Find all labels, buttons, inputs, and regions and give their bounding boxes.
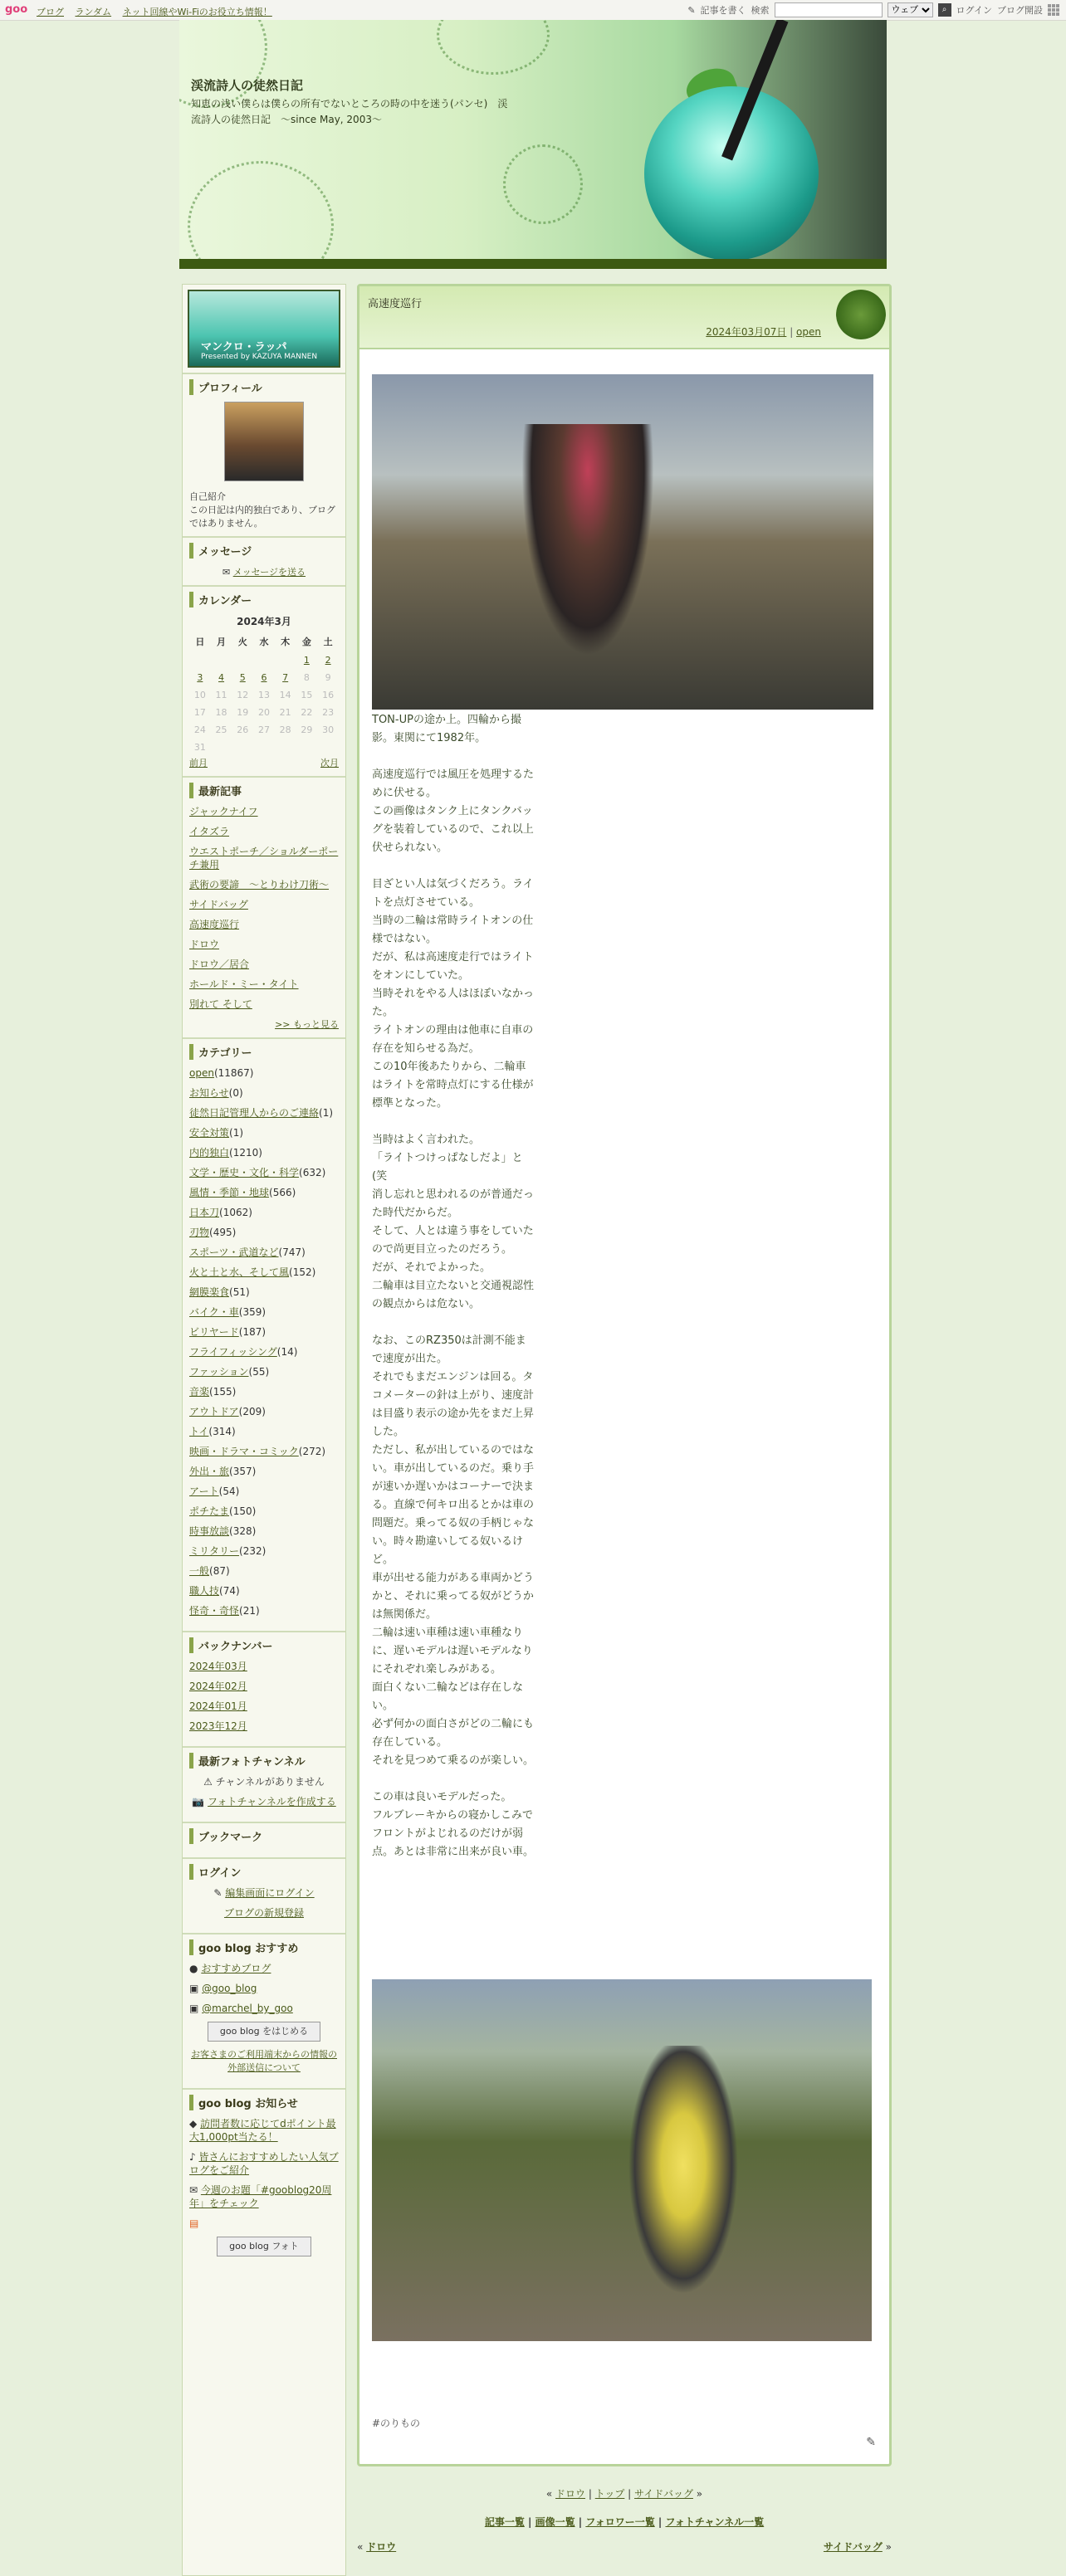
backnumber-link[interactable]: 2023年12月 xyxy=(189,1720,247,1732)
calendar-day: 29 xyxy=(301,724,313,735)
search-icon[interactable]: ⌕ xyxy=(938,3,951,17)
category-count: (232) xyxy=(239,1545,266,1557)
banner-text: マンクロ・ラッパ xyxy=(201,341,287,354)
leaf-ornament-icon xyxy=(836,290,886,339)
category-link[interactable]: アウトドア xyxy=(189,1406,239,1417)
profile-heading: プロフィール xyxy=(189,379,339,395)
category-count: (87) xyxy=(209,1565,230,1577)
blog-header xyxy=(179,20,887,259)
article-list-link[interactable]: 記事一覧 xyxy=(484,2516,525,2528)
lace-ornament-icon xyxy=(188,161,334,259)
post-date-link[interactable]: 2024年03月07日 xyxy=(706,326,787,338)
news-section xyxy=(183,2088,345,2270)
recent-more-link[interactable]: >> もっと見る xyxy=(275,1019,339,1030)
category-count: (1) xyxy=(319,1107,334,1119)
backnumber-link[interactable]: 2024年02月 xyxy=(189,1681,247,1692)
recent-item[interactable]: ドロウ／居合 xyxy=(189,959,250,970)
twitter-icon: ▣ xyxy=(189,1983,199,1994)
news-heading: goo blog お知らせ xyxy=(189,2095,339,2110)
category-count: (314) xyxy=(208,1426,236,1437)
top-links xyxy=(37,5,281,18)
category-count: (495) xyxy=(209,1227,237,1238)
post-hashtag[interactable]: #のりもの xyxy=(372,2417,421,2429)
category-count: (55) xyxy=(248,1366,270,1378)
profile-intro: この日記は内的独白であり、ブログではありません。 xyxy=(189,505,335,529)
profile-avatar xyxy=(224,402,304,481)
weekday-label: 火 xyxy=(237,637,247,647)
category-section xyxy=(183,1037,345,1631)
top-bar xyxy=(0,0,1066,21)
category-count: (359) xyxy=(238,1306,266,1318)
mail-icon: ✉ xyxy=(189,2184,198,2196)
calendar-day[interactable]: 5 xyxy=(239,672,246,683)
calendar-day: 25 xyxy=(215,724,227,735)
category-link[interactable]: 徒然日記管理人からのご連絡 xyxy=(189,1107,320,1119)
twitter-marchel-link[interactable]: @marchel_by_goo xyxy=(202,2003,293,2014)
lace-ornament-icon xyxy=(437,20,550,75)
category-link[interactable]: 日本刀 xyxy=(189,1207,220,1218)
category-link[interactable]: 内的独白 xyxy=(189,1147,230,1159)
calendar-day: 20 xyxy=(257,707,270,718)
news-link[interactable]: 訪問者数に応じてdポイント最大1,000pt当たる！ xyxy=(189,2118,336,2143)
calendar-day: 27 xyxy=(257,724,270,735)
category-count: (51) xyxy=(229,1286,250,1298)
category-link[interactable]: バイク・車 xyxy=(189,1306,239,1318)
open-blog-link[interactable]: ブログ開設 xyxy=(997,5,1043,16)
rss-icon[interactable]: ▤ xyxy=(189,2217,199,2229)
calendar-day: 9 xyxy=(325,672,331,683)
backnumber-link[interactable]: 2024年01月 xyxy=(189,1700,247,1712)
create-channel-link[interactable]: フォトチャンネルを作成する xyxy=(208,1796,336,1808)
category-link[interactable]: 音楽 xyxy=(189,1386,210,1398)
calendar-day[interactable]: 4 xyxy=(218,672,225,683)
category-link[interactable]: 火と土と水、そして風 xyxy=(189,1266,290,1278)
login-link[interactable]: ログイン xyxy=(956,5,992,16)
calendar-day: 13 xyxy=(257,690,270,700)
post-photo-motorcycle[interactable] xyxy=(372,374,873,710)
register-blog-link[interactable]: ブログの新規登録 xyxy=(223,1907,304,1919)
prev-next-row: « ドロウ サイドバッグ » xyxy=(357,2541,892,2553)
photo-channel-section xyxy=(183,1746,345,1822)
recommend-heading: goo blog おすすめ xyxy=(189,1939,339,1955)
blog-description: 知恵の浅い僕らは僕らの所有でないところの時の中を迷う(パンセ) 渓流詩人の徒然日記 ～since May, 2003～ xyxy=(191,98,508,125)
calendar-month: 2024年3月 xyxy=(237,616,291,627)
category-count: (357) xyxy=(229,1466,257,1477)
rider-figure xyxy=(521,424,654,656)
recent-item[interactable]: 高速度巡行 xyxy=(189,919,240,930)
category-link[interactable]: 職人技 xyxy=(189,1585,220,1597)
recent-item[interactable]: ジャックナイフ xyxy=(189,806,258,817)
category-link[interactable]: 網膜楽食 xyxy=(189,1286,230,1298)
pencil-icon: ✎ xyxy=(687,4,696,16)
header-bar xyxy=(179,259,887,269)
category-link[interactable]: open xyxy=(189,1067,214,1079)
calendar-day: 8 xyxy=(303,672,310,683)
goo-logo[interactable]: goo xyxy=(5,3,28,16)
recent-item[interactable]: ドロウ xyxy=(189,939,220,950)
blog-title[interactable]: 渓流詩人の徒然日記 xyxy=(191,78,304,93)
post-meta: 2024年03月07日 | open xyxy=(706,326,821,338)
category-link[interactable]: 風情・季節・地球 xyxy=(189,1187,270,1198)
profile-intro-label: 自己紹介 xyxy=(189,491,226,502)
post-body: TON-UPの途か上。四輪から撮影。東関にて1982年。 高速度巡行では風圧を処理するために伏せる。 この画像はタンク上にタンクバッグを装着しているので、これ以上伏せられない。 目ざとい人は気づくだろう。ライトを点灯させている。 当時の二輪は常時ライトオンの仕様ではない。 だが、私は高速度走行ではライトをオンにしていた。 当時それをやる人はほぼいなかった。 ライトオンの理由は他車に自車の存在を知らせる為だ。 この10年後あたりから、二輪車はライトを常時点灯にする仕様が標準となった。 当時はよく言われた。 「ライトつけっぱなしだよ」と(笑 消し忘れと思われるのが普通だった時代だからだ。 そして、人とは違う事をしていたので尚更目立ったのだろう。 だが、それでよかった。 二輪車は目立たないと交通視認性の観点からは危ない。 なお、このRZ350は計測不能まで速度が出た。 それでもまだエンジンは回る。タコメーターの針は上がり、速度計は目盛り表示の途か先をまだ上昇した。 ただし、私が出しているのではない。車が出しているのだ。乗り手が速いか遅いかはコーナーで決まる。直線で何キロ出るとかは車の問題だ。乗ってる奴の手柄じゃない。時々勘違いしてる奴いるけど。 車が出せる能力がある車両かどうかと、それに乗ってる奴がどうかは無関係だ。 二輪は速い車種は速い車種なりに、遅いモデルは遅いモデルなりにそれぞれ楽しみがある。 面白くない二輪などは存在しない。 必ず何かの面白さがどの二輪にも存在している。 それを見つめて乗るのが楽しい。 この車は良いモデルだった。 フルブレーキからの寝かしこみでフロントがよじれるのだけが弱点。あとは非常に出来が良い車。 xyxy=(372,714,535,1858)
pager-top-link[interactable]: トップ xyxy=(594,2488,625,2500)
category-count: (632) xyxy=(299,1167,326,1178)
calendar-day: 14 xyxy=(279,690,291,700)
category-count: (14) xyxy=(276,1346,298,1358)
follower-list-link[interactable]: フォロワー一覧 xyxy=(585,2516,655,2528)
twitter-icon: ▣ xyxy=(189,2003,199,2014)
category-link[interactable]: 文学・歴史・文化・科学 xyxy=(189,1167,300,1178)
category-count: (747) xyxy=(278,1247,306,1258)
category-link[interactable]: ビリヤード xyxy=(189,1326,239,1338)
calendar-section xyxy=(183,585,345,776)
data-notice-link[interactable]: お客さまのご利用端末からの情報の外部送信について xyxy=(191,2049,337,2073)
login-heading: ログイン xyxy=(189,1864,339,1880)
bookmark-section xyxy=(183,1822,345,1857)
goo-photo-button[interactable]: goo blog フォト xyxy=(217,2237,311,2256)
post-title: 高速度巡行 xyxy=(368,298,423,310)
category-count: (328) xyxy=(229,1525,257,1537)
search-label: 検索 xyxy=(751,5,770,16)
start-blog-button[interactable]: goo blog をはじめる xyxy=(208,2022,320,2042)
category-count: (21) xyxy=(239,1605,260,1617)
category-link[interactable]: 一般 xyxy=(189,1565,210,1577)
post-photo-portrait[interactable] xyxy=(372,1979,872,2341)
category-link[interactable]: ファッション xyxy=(189,1366,249,1378)
category-link[interactable]: アート xyxy=(189,1486,219,1497)
calendar-day: 12 xyxy=(237,690,249,700)
news-link[interactable]: 今週のお題「#gooblog20周年」をチェック xyxy=(189,2184,332,2209)
category-heading: カテゴリー xyxy=(189,1044,339,1060)
category-count: (566) xyxy=(269,1187,296,1198)
calendar-day xyxy=(253,651,275,669)
calendar-day: 10 xyxy=(193,690,206,700)
calendar-day xyxy=(232,651,253,669)
search-scope-select[interactable] xyxy=(888,2,933,17)
top-link-random[interactable]: ランダム xyxy=(75,7,112,17)
list-links: 記事一覧 | 画像一覧 | フォロワー一覧 | フォトチャンネル一覧 xyxy=(484,2516,765,2528)
calendar-day xyxy=(189,651,211,669)
pager-prev-link[interactable]: ドロウ xyxy=(555,2488,586,2500)
category-link[interactable]: フライフィッシング xyxy=(189,1346,277,1358)
category-count: (1062) xyxy=(219,1207,252,1218)
news-link[interactable]: 皆さんにおすすめしたい人気ブログをご紹介 xyxy=(189,2151,339,2176)
recent-section xyxy=(183,776,345,1037)
category-count: (1210) xyxy=(229,1147,262,1159)
category-link[interactable]: 映画・ドラマ・コミック xyxy=(189,1446,299,1457)
category-link[interactable]: 怪奇・奇怪 xyxy=(189,1605,240,1617)
calendar-day[interactable]: 7 xyxy=(282,672,289,683)
recent-item[interactable]: ウエストポーチ／ショルダーポーチ兼用 xyxy=(189,846,339,871)
category-count: (1) xyxy=(229,1127,244,1139)
top-link-blog[interactable]: ブログ xyxy=(37,7,64,17)
profile-section xyxy=(183,373,345,536)
search-input[interactable] xyxy=(775,2,883,17)
person-figure xyxy=(621,2046,746,2311)
music-icon: ♪ xyxy=(189,2151,196,2163)
recent-heading: 最新記事 xyxy=(189,783,339,798)
bookmark-heading: ブックマーク xyxy=(189,1828,339,1844)
calendar-day: 18 xyxy=(215,707,227,718)
weekday-label: 金 xyxy=(301,637,311,647)
no-channel-text: チャンネルがありません xyxy=(215,1776,325,1788)
category-count: (11867) xyxy=(213,1067,254,1079)
category-link[interactable]: ポチたま xyxy=(189,1505,230,1517)
sidebar xyxy=(182,284,346,2576)
lace-ornament-icon xyxy=(503,144,583,224)
category-count: (187) xyxy=(238,1326,266,1338)
next-post-link[interactable]: サイドバッグ xyxy=(823,2541,883,2553)
weekday-label: 月 xyxy=(217,637,227,647)
calendar-day: 21 xyxy=(279,707,291,718)
recent-item[interactable]: サイドバッグ xyxy=(189,899,248,910)
calendar-day xyxy=(211,651,232,669)
write-article-link[interactable]: 記事を書く xyxy=(700,5,746,16)
calendar-table xyxy=(189,632,339,756)
category-count: (272) xyxy=(298,1446,326,1457)
calendar-day: 15 xyxy=(301,690,313,700)
calendar-day: 26 xyxy=(237,724,249,735)
edit-pencil-icon[interactable]: ✎ xyxy=(866,2436,876,2449)
category-count: (0) xyxy=(228,1087,243,1099)
calendar-prev-link[interactable]: 前月 xyxy=(189,758,208,768)
weekday-label: 木 xyxy=(281,637,291,647)
image-list-link[interactable]: 画像一覧 xyxy=(535,2516,575,2528)
calendar-day[interactable]: 2 xyxy=(325,655,331,666)
recommend-section xyxy=(183,1933,345,2088)
recent-item[interactable]: ホールド・ミー・タイト xyxy=(189,978,299,990)
category-count: (150) xyxy=(229,1505,257,1517)
calendar-day: 23 xyxy=(322,707,335,718)
photo-channel-heading: 最新フォトチャンネル xyxy=(189,1753,339,1769)
category-count: (152) xyxy=(289,1266,316,1278)
camera-icon: 📷 xyxy=(192,1796,205,1808)
login-section xyxy=(183,1857,345,1933)
message-heading: メッセージ xyxy=(189,543,339,559)
category-link[interactable]: 時事放談 xyxy=(189,1525,230,1537)
prev-post-link[interactable]: ドロウ xyxy=(366,2541,397,2553)
weekday-label: 水 xyxy=(259,637,269,647)
backnumber-heading: バックナンバー xyxy=(189,1637,339,1653)
calendar-day: 22 xyxy=(301,707,313,718)
send-message-link[interactable]: メッセージを送る xyxy=(232,567,306,578)
weekday-label: 土 xyxy=(323,637,333,647)
twitter-goo-link[interactable]: @goo_blog xyxy=(202,1983,257,1994)
category-count: (54) xyxy=(218,1486,240,1497)
sidebar-banner[interactable] xyxy=(188,290,340,368)
calendar-day: 30 xyxy=(322,724,335,735)
post-article xyxy=(357,284,892,2466)
calendar-day: 16 xyxy=(322,690,335,700)
calendar-day: 19 xyxy=(237,707,249,718)
photo-channel-list-link[interactable]: フォトチャンネル一覧 xyxy=(665,2516,765,2528)
calendar-next-link[interactable]: 次月 xyxy=(320,758,339,768)
category-link[interactable]: 外出・旅 xyxy=(189,1466,230,1477)
banner-sub: Presented by KAZUYA MANNEN xyxy=(201,353,318,361)
category-link[interactable]: お知らせ xyxy=(189,1087,229,1099)
diamond-icon: ◆ xyxy=(189,2118,198,2130)
warning-icon: ⚠ xyxy=(203,1776,213,1788)
calendar-day[interactable]: 6 xyxy=(261,672,267,683)
category-link[interactable]: スポーツ・武道など xyxy=(189,1247,279,1258)
recent-item[interactable]: イタズラ xyxy=(189,826,230,837)
recent-item[interactable]: 武術の要諦 ～とりわけ刀術～ xyxy=(189,879,330,890)
calendar-day[interactable]: 1 xyxy=(303,655,310,666)
category-count: (155) xyxy=(209,1386,237,1398)
message-section xyxy=(183,536,345,585)
calendar-day: 31 xyxy=(193,742,206,753)
top-right xyxy=(687,2,1059,17)
backnumber-link[interactable]: 2024年03月 xyxy=(189,1661,247,1672)
pager-next-link[interactable]: サイドバッグ xyxy=(634,2488,693,2500)
calendar-heading: カレンダー xyxy=(189,592,339,607)
calendar-day: 11 xyxy=(215,690,227,700)
calendar-day xyxy=(275,651,296,669)
post-pager: « ドロウ | トップ | サイドバッグ » xyxy=(545,2488,703,2500)
weekday-label: 日 xyxy=(195,637,205,647)
category-count: (74) xyxy=(219,1585,240,1597)
calendar-day: 28 xyxy=(279,724,291,735)
goo-icon: ● xyxy=(189,1963,198,1974)
lace-ornament-icon xyxy=(179,20,267,108)
post-header xyxy=(359,286,889,349)
backnumber-section xyxy=(183,1631,345,1746)
category-link[interactable]: 刃物 xyxy=(189,1227,210,1238)
apps-grid-icon[interactable] xyxy=(1048,4,1059,16)
calendar-day: 17 xyxy=(193,707,206,718)
soda-glass-image xyxy=(644,86,819,259)
category-link[interactable]: 安全対策 xyxy=(189,1127,230,1139)
category-link[interactable]: ミリタリー xyxy=(189,1545,240,1557)
mail-icon: ✉ xyxy=(222,567,231,578)
category-link[interactable]: トイ xyxy=(189,1426,209,1437)
pencil-icon: ✎ xyxy=(213,1887,222,1899)
recent-item[interactable]: 別れて そして xyxy=(189,998,252,1010)
top-link-wifi[interactable]: ネット回線やWi-Fiのお役立ち情報！ xyxy=(122,7,272,17)
post-category-link[interactable]: open xyxy=(796,326,821,338)
edit-login-link[interactable]: 編集画面にログイン xyxy=(225,1887,315,1899)
calendar-day: 24 xyxy=(193,724,206,735)
recommend-blog-link[interactable]: おすすめブログ xyxy=(201,1963,271,1974)
category-count: (209) xyxy=(238,1406,266,1417)
calendar-day[interactable]: 3 xyxy=(197,672,203,683)
